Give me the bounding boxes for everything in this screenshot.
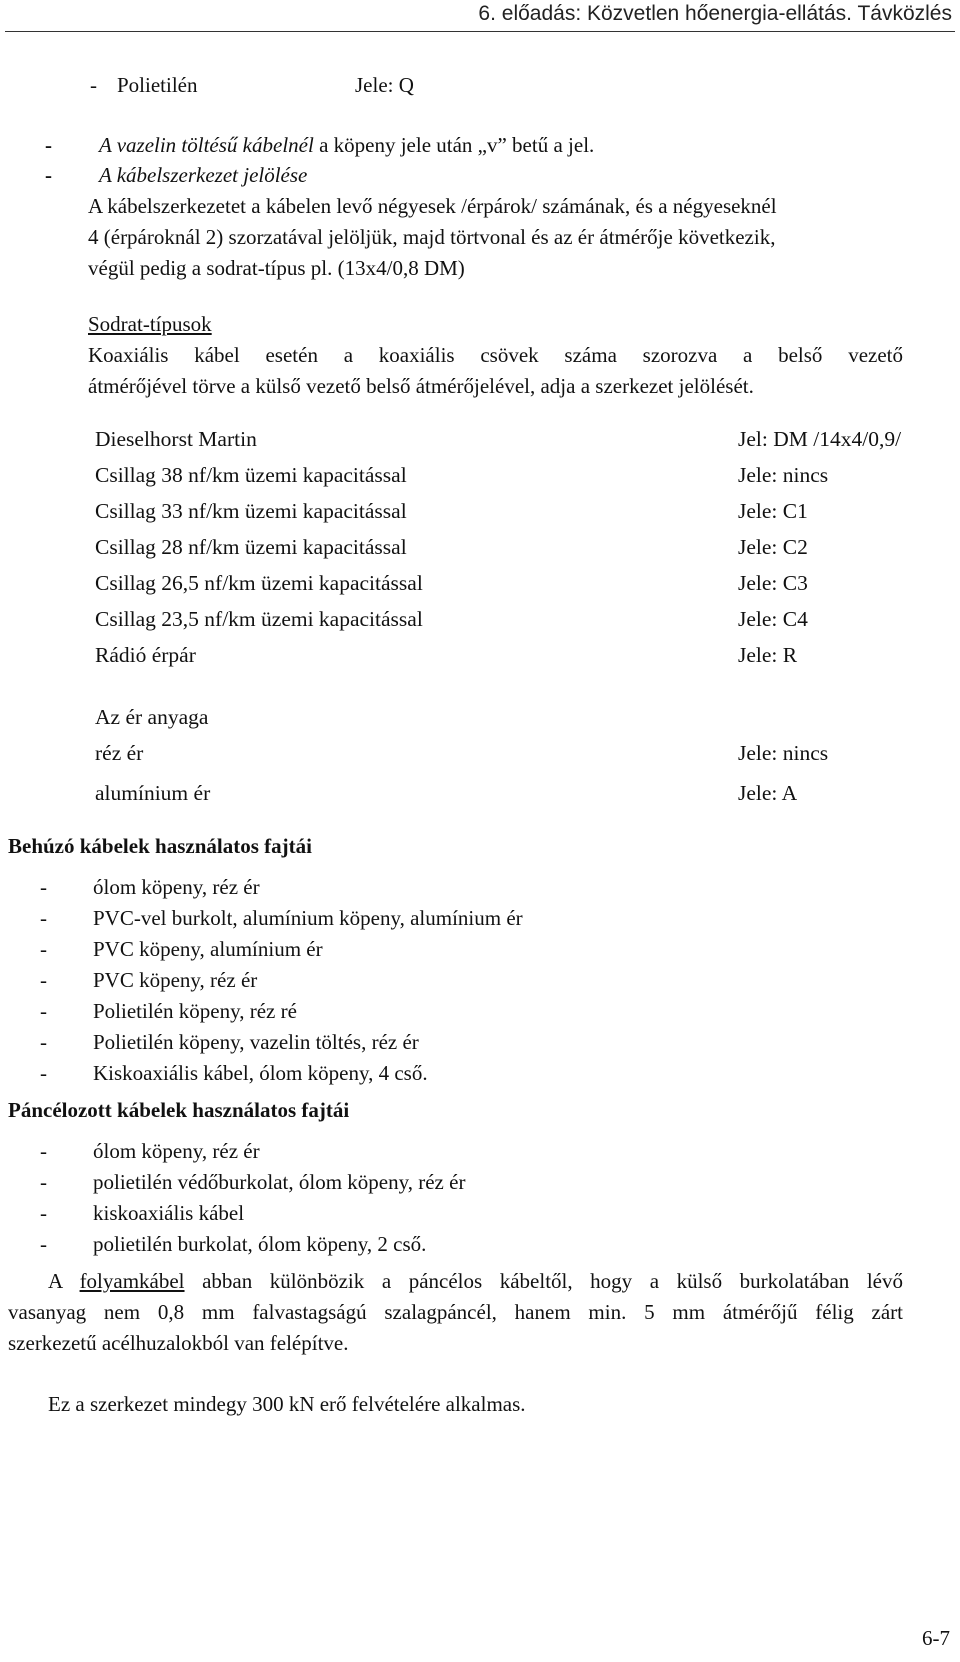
sodrat-row bbox=[95, 463, 940, 494]
closing-sentence: Ez a szerkezet mindegy 300 kN erő felvételére alkalmas. bbox=[48, 1392, 526, 1416]
behuzo-heading: Behúzó kábelek használatos fajtái bbox=[8, 834, 312, 858]
folyamkabel-line-2: vasanyag nem 0,8 mm falvastagságú szalagpáncél, hanem min. 5 mm átmérőjű félig zárt bbox=[8, 1300, 903, 1324]
kabelszerkezet-line-2: 4 (érpároknál 2) szorzatával jelöljük, majd törtvonal és az ér átmérője következik, bbox=[88, 225, 776, 249]
sodrat-line-1: Koaxiális kábel esetén a koaxiális csövek száma szorozva a belső vezető bbox=[88, 343, 903, 367]
folyamkabel-line-3: szerkezetű acélhuzalokból van felépítve. bbox=[8, 1331, 349, 1355]
polietilen-line: - Polietilén bbox=[90, 73, 198, 97]
vazelin-rest: a köpeny jele után „v” betű a jel. bbox=[313, 133, 595, 157]
sodrat-row-code: Jele: C3 bbox=[738, 571, 808, 595]
folyamkabel-line-1: A folyamkábel abban különbözik a páncélos kábeltől, hogy a külső burkolatában lévő bbox=[48, 1269, 903, 1293]
sodrat-row-name: Rádió érpár bbox=[95, 643, 196, 667]
sodrat-row bbox=[95, 643, 940, 674]
behuzo-item: - ólom köpeny, réz ér bbox=[40, 875, 260, 899]
sodrat-row-code: Jele: C1 bbox=[738, 499, 808, 523]
pancelozott-item: - polietilén burkolat, ólom köpeny, 2 cső. bbox=[40, 1232, 427, 1256]
kabelszerkezet-line-3: végül pedig a sodrat-típus pl. (13x4/0,8 DM) bbox=[88, 256, 465, 280]
behuzo-item: - PVC köpeny, réz ér bbox=[40, 968, 258, 992]
pancelozott-item: - ólom köpeny, réz ér bbox=[40, 1139, 260, 1163]
sodrat-row bbox=[95, 607, 940, 638]
kabelszerkezet-heading: A kábelszerkezet jelölése bbox=[99, 163, 308, 187]
sodrat-row-code: Jel: DM /14x4/0,9/ bbox=[738, 427, 902, 451]
sodrat-row-code: Jele: C4 bbox=[738, 607, 808, 631]
sodrat-row-name: Dieselhorst Martin bbox=[95, 427, 257, 451]
behuzo-item: - PVC köpeny, alumínium ér bbox=[40, 937, 323, 961]
header-divider bbox=[5, 31, 955, 32]
sodrat-heading: Sodrat-típusok bbox=[88, 312, 212, 336]
er-anyaga-row-name: réz ér bbox=[95, 741, 144, 765]
sodrat-row bbox=[95, 535, 940, 566]
vazelin-italic: A vazelin töltésű kábelnél bbox=[99, 133, 314, 157]
sodrat-row-name: Csillag 26,5 nf/km üzemi kapacitással bbox=[95, 571, 423, 595]
polietilen-label: Polietilén bbox=[117, 73, 198, 97]
sodrat-row-name: Csillag 38 nf/km üzemi kapacitással bbox=[95, 463, 407, 487]
sodrat-row-name: Csillag 33 nf/km üzemi kapacitással bbox=[95, 499, 407, 523]
kabelszerkezet-line-1: A kábelszerkezetet a kábelen levő négyesek /érpárok/ számának, és a négyeseknél bbox=[88, 194, 777, 218]
sodrat-row bbox=[95, 427, 940, 458]
pancelozott-item: - polietilén védőburkolat, ólom köpeny, réz ér bbox=[40, 1170, 466, 1194]
folyamkabel-term: folyamkábel bbox=[79, 1269, 185, 1293]
er-anyaga-heading: Az ér anyaga bbox=[95, 705, 209, 729]
behuzo-item: - Kiskoaxiális kábel, ólom köpeny, 4 cső. bbox=[40, 1061, 428, 1085]
sodrat-row bbox=[95, 571, 940, 602]
pancelozott-heading: Páncélozott kábelek használatos fajtái bbox=[8, 1098, 350, 1122]
polietilen-code: Jele: Q bbox=[355, 73, 414, 97]
behuzo-item: - Polietilén köpeny, réz ré bbox=[40, 999, 297, 1023]
er-anyaga-row-code: Jele: A bbox=[738, 781, 798, 805]
kabelszerkezet-heading-line: - A kábelszerkezet jelölése bbox=[45, 163, 308, 187]
er-anyaga-row-code: Jele: nincs bbox=[738, 741, 829, 765]
sodrat-row-code: Jele: R bbox=[738, 643, 798, 667]
behuzo-item: - Polietilén köpeny, vazelin töltés, réz ér bbox=[40, 1030, 419, 1054]
page-number: 6-7 bbox=[922, 1626, 950, 1650]
sodrat-line-2: átmérőjével törve a külső vezető belső átmérőjelével, adja a szerkezet jelölését. bbox=[88, 374, 754, 398]
pancelozott-item: - kiskoaxiális kábel bbox=[40, 1201, 245, 1225]
behuzo-item: - PVC-vel burkolt, alumínium köpeny, alumínium ér bbox=[40, 906, 523, 930]
er-anyaga-row-name: alumínium ér bbox=[95, 781, 211, 805]
vazelin-line: - A vazelin töltésű kábelnél a köpeny jele után „v” betű a jel. bbox=[45, 133, 595, 157]
er-anyaga-row bbox=[95, 781, 940, 812]
sodrat-row-name: Csillag 28 nf/km üzemi kapacitással bbox=[95, 535, 407, 559]
sodrat-row-code: Jele: nincs bbox=[738, 463, 829, 487]
er-anyaga-row bbox=[95, 741, 940, 772]
sodrat-row-name: Csillag 23,5 nf/km üzemi kapacitással bbox=[95, 607, 423, 631]
sodrat-row-code: Jele: C2 bbox=[738, 535, 808, 559]
sodrat-row bbox=[95, 499, 940, 530]
page-header-title: 6. előadás: Közvetlen hőenergia-ellátás. Távközlés bbox=[478, 2, 952, 25]
